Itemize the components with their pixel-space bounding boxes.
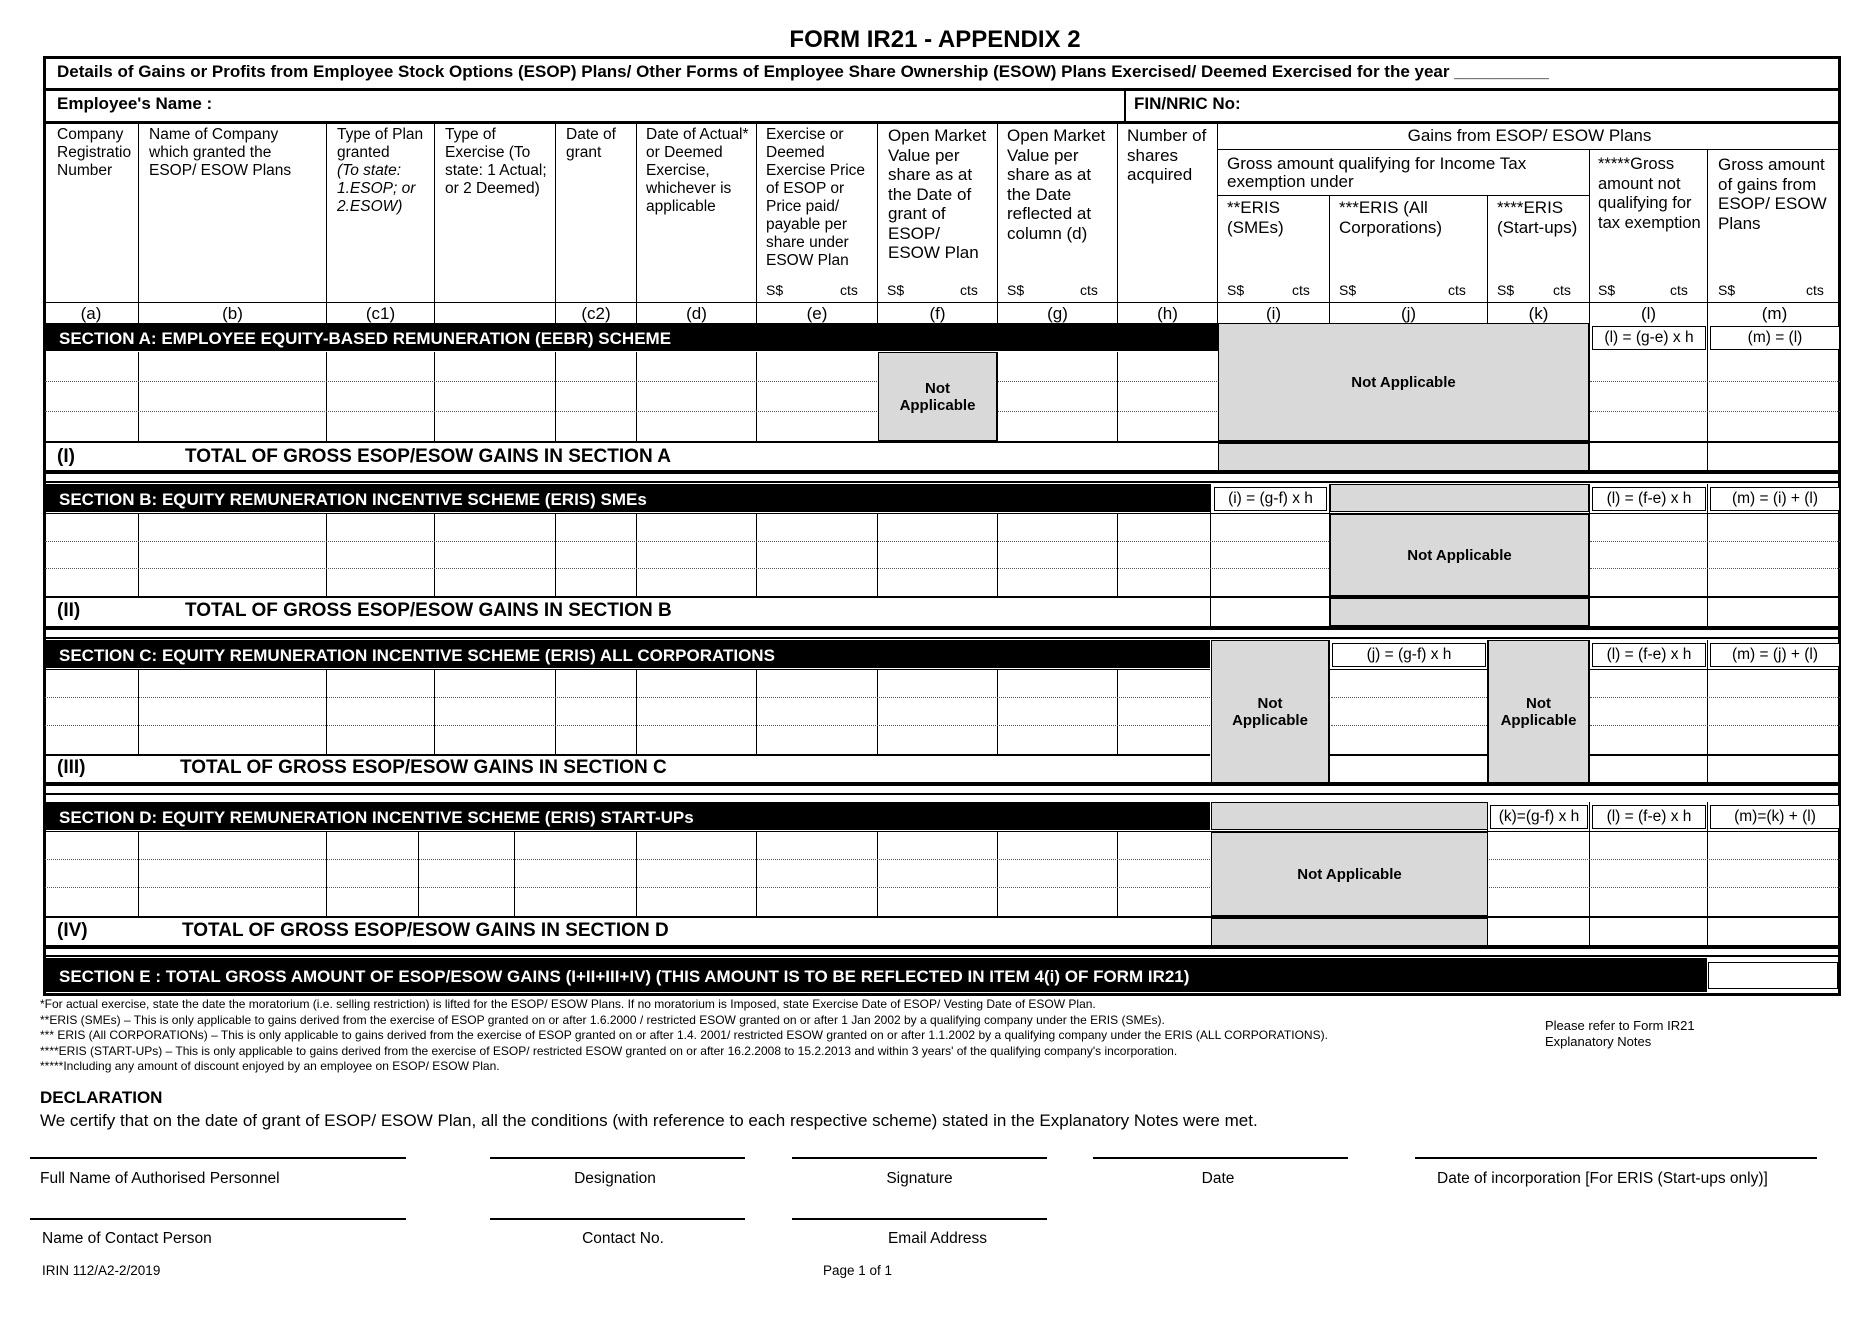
contact-person-line[interactable]: [30, 1218, 406, 1220]
currency-l: S$: [1598, 282, 1616, 298]
cents-i: cts: [1292, 282, 1310, 298]
email-label: Email Address: [887, 1230, 988, 1247]
col-a-header: Company Registratio Number: [57, 126, 132, 179]
currency-m: S$: [1718, 282, 1736, 298]
currency-g: S$: [1007, 282, 1025, 298]
section-b-total-number: (II): [57, 600, 81, 621]
section-b-formula-l: (l) = (f-e) x h: [1592, 487, 1706, 511]
col-letter-b: (b): [222, 304, 243, 323]
page-number: Page 1 of 1: [823, 1263, 893, 1278]
date-line[interactable]: [1093, 1157, 1348, 1159]
section-c-formula-j: (j) = (g-f) x h: [1332, 643, 1486, 667]
section-d-formula-m: (m)=(k) + (l): [1710, 805, 1840, 829]
cents-e: cts: [840, 282, 858, 298]
section-d-total-label: TOTAL OF GROSS ESOP/ESOW GAINS IN SECTION D: [182, 920, 669, 941]
cents-f: cts: [960, 282, 978, 298]
section-b-header: SECTION B: EQUITY REMUNERATION INCENTIVE SCHEME (ERIS) SMEs: [46, 484, 1210, 512]
section-c-header: SECTION C: EQUITY REMUNERATION INCENTIVE SCHEME (ERIS) ALL CORPORATIONS: [46, 640, 1210, 668]
date-label: Date: [1201, 1170, 1235, 1187]
col-d-header: Date of Actual* or Deemed Exercise, whichever is applicable: [646, 126, 749, 215]
section-b-total-label: TOTAL OF GROSS ESOP/ESOW GAINS IN SECTION B: [185, 600, 672, 621]
col-letter-g: (g): [1047, 304, 1068, 323]
section-c-i-not-applicable: Not Applicable: [1211, 640, 1329, 784]
col-letter-c1: (c1): [365, 304, 396, 323]
cents-l: cts: [1670, 282, 1688, 298]
employee-name-label: Employee's Name :: [57, 94, 213, 113]
section-a-total-grey: [1218, 443, 1589, 471]
col-letter-m: (m): [1761, 304, 1788, 323]
gains-header: Gains from ESOP/ ESOW Plans: [1407, 126, 1652, 145]
col-letter-k: (k): [1528, 304, 1549, 323]
footnotes: [40, 997, 1328, 1075]
currency-i: S$: [1227, 282, 1245, 298]
form-code: IRIN 112/A2-2/2019: [42, 1263, 161, 1278]
section-c-total-number: (III): [57, 757, 86, 778]
section-c-formula-m: (m) = (j) + (l): [1710, 643, 1840, 667]
col-letter-e: (e): [806, 304, 828, 323]
incorporation-line[interactable]: [1415, 1157, 1817, 1159]
col-letter-i: (i): [1265, 304, 1282, 323]
section-a-total-label: TOTAL OF GROSS ESOP/ESOW GAINS IN SECTION A: [185, 446, 671, 467]
col-i-header: **ERIS (SMEs): [1227, 198, 1284, 237]
col-letter-d: (d): [686, 304, 707, 323]
contact-no-line[interactable]: [490, 1218, 745, 1220]
col-h-header: Number of shares acquired: [1127, 126, 1207, 184]
section-d-total-number: (IV): [57, 920, 88, 941]
declaration-heading: DECLARATION: [40, 1088, 163, 1107]
currency-k: S$: [1497, 282, 1515, 298]
section-c-formula-l: (l) = (f-e) x h: [1592, 643, 1706, 667]
col-letter-j: (j): [1400, 304, 1417, 323]
footnote-4: ****ERIS (START-UPs) – This is only applicable to gains derived from the exercise of ESOP/ restricted ESOW granted on or after 16.2.2008 to 15.2.2013 and within 3 years' of the qualifying company's incorporation.: [40, 1043, 1178, 1058]
fin-label: FIN/NRIC No:: [1134, 94, 1241, 113]
footnote-3: *** ERIS (All CORPORATIONs) – This is only applicable to gains derived from the exercise of ESOP granted on or after 1.4. 2001/ restricted ESOW granted on or after 1.1.2002 by a qualifying company under the ERIS (ALL CORPORATIONS).: [40, 1028, 1328, 1043]
section-d-total-grey: [1211, 918, 1488, 946]
details-line: Details of Gains or Profits from Employee Stock Options (ESOP) Plans/ Other Forms of Employee Share Ownership (ESOW) Plans Exercised/ Deemed Exercised for the year __________: [57, 62, 1549, 81]
col-letter-c2: (c2): [581, 304, 611, 323]
signature-label: Signature: [886, 1170, 953, 1187]
section-c-k-not-applicable: Not Applicable: [1488, 640, 1589, 784]
col-g-header: Open Market Value per share as at the Date reflected at column (d): [1007, 126, 1106, 243]
section-a-formula-m: (m) = (l): [1710, 326, 1840, 350]
section-b-j-grey: [1330, 484, 1589, 512]
section-d-formula-l: (l) = (f-e) x h: [1592, 805, 1706, 829]
section-b-not-applicable: Not Applicable: [1330, 514, 1589, 596]
cents-j: cts: [1448, 282, 1466, 298]
col-j-header: ***ERIS (All Corporations): [1339, 198, 1442, 237]
col-f-header: Open Market Value per share as at the Date of grant of ESOP/ ESOW Plan: [888, 126, 987, 262]
section-a-formula-l: (l) = (g-e) x h: [1592, 326, 1706, 350]
section-a-total-number: (I): [57, 446, 75, 467]
declaration-text: We certify that on the date of grant of ESOP/ ESOW Plan, all the conditions (with reference to each respective scheme) stated in the Explanatory Notes were met.: [40, 1111, 1258, 1130]
section-d-ij-grey: [1211, 802, 1488, 830]
signature-line[interactable]: [792, 1157, 1047, 1159]
section-d-header: SECTION D: EQUITY REMUNERATION INCENTIVE SCHEME (ERIS) START-UPs: [46, 802, 1210, 830]
col-letter-a: (a): [80, 304, 102, 323]
col-letter-h: (h): [1157, 304, 1178, 323]
section-e-header: SECTION E : TOTAL GROSS AMOUNT OF ESOP/ESOW GAINS (I+II+III+IV) (THIS AMOUNT IS TO BE REFLECTED IN ITEM 4(i) OF FORM IR21): [46, 958, 1707, 992]
form-title: FORM IR21 - APPENDIX 2: [789, 26, 1081, 53]
full-name-line[interactable]: [30, 1157, 406, 1159]
col-l-header: *****Gross amount not qualifying for tax exemption: [1598, 155, 1701, 232]
email-line[interactable]: [792, 1218, 1047, 1220]
section-b-formula-i: (i) = (g-f) x h: [1214, 487, 1327, 511]
col-b-header: Name of Company which granted the ESOP/ ESOW Plans: [149, 126, 292, 179]
footnote-2: **ERIS (SMEs) – This is only applicable to gains derived from the exercise of ESOP granted on or after 1.6.2000 / restricted ESOW granted on or after 1 Jan 2002 by a qualifying company under the ERIS (SMEs).: [40, 1012, 1165, 1027]
section-a-not-applicable: Not Applicable: [1218, 323, 1589, 441]
footnote-1: *For actual exercise, state the date the moratorium (i.e. selling restriction) is lifted for the ESOP/ ESOW Plans. If no moratorium is Imposed, state Exercise Date of ESOP/ Vesting Date of ESOW Plan.: [40, 997, 1096, 1011]
col-e-header: Exercise or Deemed Exercise Price of ESOP or Price paid/ payable per share under ESOW Plan: [766, 126, 866, 269]
contact-person-label: Name of Contact Person: [42, 1230, 212, 1247]
section-d-formula-k: (k)=(g-f) x h: [1490, 805, 1588, 829]
cents-g: cts: [1080, 282, 1098, 298]
section-c-total-label: TOTAL OF GROSS ESOP/ESOW GAINS IN SECTION C: [180, 757, 667, 778]
cents-k: cts: [1553, 282, 1571, 298]
contact-no-label: Contact No.: [582, 1230, 664, 1247]
designation-line[interactable]: [490, 1157, 745, 1159]
col-date-grant-header: Date of grant: [566, 126, 616, 161]
designation-label: Designation: [574, 1170, 656, 1187]
section-b-total-grey: [1330, 598, 1589, 626]
currency-f: S$: [887, 282, 905, 298]
section-a-f-not-applicable: Not Applicable: [878, 352, 997, 441]
currency-e: S$: [766, 282, 784, 298]
col-letter-l: (l): [1640, 304, 1657, 323]
section-d-not-applicable: Not Applicable: [1211, 832, 1488, 916]
refer-note: Please refer to Form IR21 Explanatory Notes: [1545, 1018, 1695, 1049]
section-b-formula-m: (m) = (i) + (l): [1710, 487, 1840, 511]
section-a-header: SECTION A: EMPLOYEE EQUITY-BASED REMUNERATION (EEBR) SCHEME: [46, 323, 1218, 351]
currency-j: S$: [1339, 282, 1357, 298]
section-e-total-box[interactable]: [1708, 962, 1838, 989]
col-letter-f: (f): [929, 304, 946, 323]
col-c2-header: Type of Exercise (To state: 1 Actual; or 2 Deemed): [445, 126, 547, 197]
footnote-5: *****Including any amount of discount enjoyed by an employee on ESOP/ ESOW Plan.: [40, 1059, 500, 1074]
cents-m: cts: [1806, 282, 1824, 298]
full-name-label: Full Name of Authorised Personnel: [40, 1170, 280, 1187]
col-c1-header: Type of Plan granted (To state: 1.ESOP; or 2.ESOW): [337, 126, 424, 215]
col-m-header: Gross amount of gains from ESOP/ ESOW Plans: [1718, 155, 1827, 233]
incorporation-label: Date of incorporation [For ERIS (Start-ups only)]: [1437, 1170, 1768, 1187]
col-k-header: ****ERIS (Start-ups): [1497, 198, 1578, 237]
gross-qualifying-header: Gross amount qualifying for Income Tax exemption under: [1227, 154, 1527, 191]
